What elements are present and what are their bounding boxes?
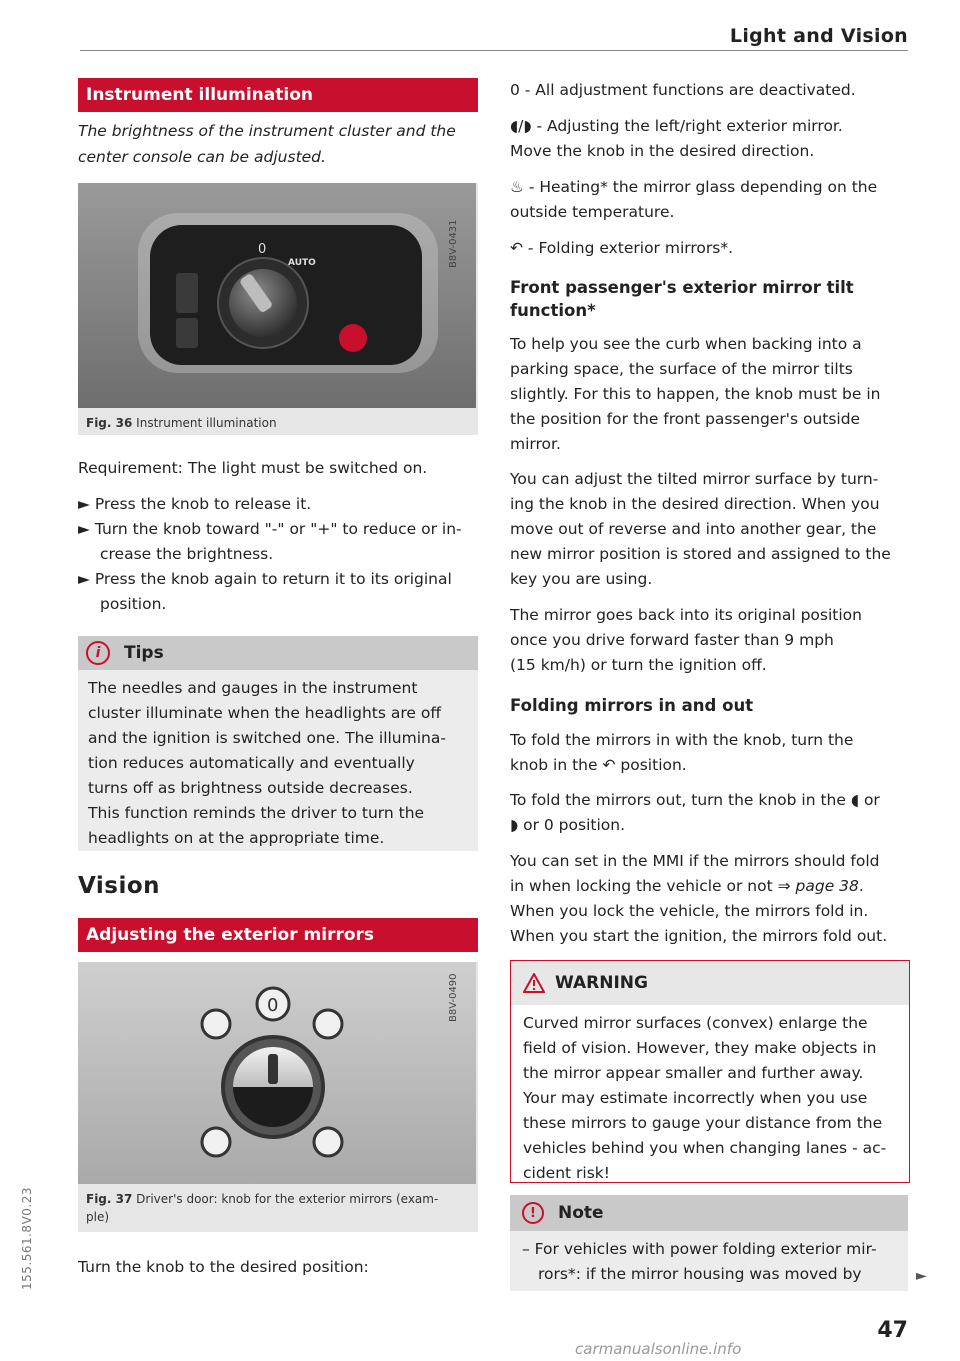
- position-lr: [510, 114, 908, 164]
- tilt-p1-line: To help you see the curb when backing into a: [510, 335, 862, 353]
- figure-37: [78, 962, 478, 1232]
- warning-line: the mirror appear smaller and further away.: [523, 1064, 864, 1082]
- step-1: ► Press the knob to release it.: [78, 495, 312, 513]
- position-heat-text: - Heating* the mirror glass depending on the: [523, 178, 878, 196]
- tips-box: [78, 636, 478, 851]
- step-2: ► Turn the knob toward "-" or "+" to reduce or in-: [78, 520, 462, 538]
- step-3-text: Press the knob again to return it to its original: [94, 570, 452, 588]
- warning-line: Your may estimate incorrectly when you use: [523, 1089, 868, 1107]
- note-header: [510, 1195, 908, 1231]
- step-2-cont: crease the brightness.: [100, 545, 274, 563]
- tilt-p3-line: (15 km/h) or turn the ignition off.: [510, 656, 767, 674]
- warning-title: WARNING: [555, 973, 648, 993]
- instrument-banner: [78, 78, 478, 112]
- tilt-p3-line: The mirror goes back into its original position: [510, 606, 862, 624]
- tips-body: [78, 670, 478, 851]
- figure-36-caption-text: Instrument illumination: [136, 416, 277, 430]
- instrument-banner-text: Instrument illumination: [78, 78, 478, 112]
- tilt-p3-line: once you drive forward faster than 9 mph: [510, 631, 834, 649]
- mmi-line: When you lock the vehicle, the mirrors fold in.: [510, 902, 869, 920]
- warning-line: Curved mirror surfaces (convex) enlarge the: [523, 1014, 868, 1032]
- page-number: 47: [877, 1318, 908, 1343]
- tilt-heading-line-2: function*: [510, 301, 596, 320]
- warning-line: field of vision. However, they make objects in: [523, 1039, 877, 1057]
- requirement-text: Requirement: The light must be switched on.: [78, 459, 428, 477]
- mirror-instruction: Turn the knob to the desired position:: [78, 1258, 369, 1276]
- position-fold: [510, 236, 908, 261]
- mirror-knob-illustration: [78, 962, 476, 1184]
- figure-37-number: Fig. 37: [86, 1192, 133, 1206]
- tips-line: The needles and gauges in the instrument: [88, 679, 418, 697]
- tilt-p1-line: slightly. For this to happen, the knob must be in: [510, 385, 881, 403]
- tilt-p2-line: key you are using.: [510, 570, 653, 588]
- mirrors-banner: [78, 918, 478, 952]
- figure-36: [78, 183, 478, 435]
- instrument-steps: [78, 492, 478, 617]
- position-heat: [510, 175, 908, 225]
- watermark: carmanualsonline.info: [575, 1340, 742, 1358]
- vision-heading: Vision: [78, 873, 161, 899]
- tilt-p1-line: parking space, the surface of the mirror tilts: [510, 360, 853, 378]
- mirror-knob-zero-label: 0: [267, 995, 279, 1016]
- tilt-paragraph-3: [510, 603, 908, 678]
- warning-line: cident risk!: [523, 1164, 610, 1182]
- mirror-fold-icon: ↶: [510, 239, 523, 257]
- note-icon: !: [522, 1202, 544, 1224]
- tilt-p2-line: new mirror position is stored and assigned to the: [510, 545, 891, 563]
- step-3-cont: position.: [100, 595, 167, 613]
- position-lr-text: - Adjusting the left/right exterior mirror.: [531, 117, 843, 135]
- figure-36-code: B8V-0431: [448, 219, 459, 268]
- warning-line: vehicles behind you when changing lanes - ac-: [523, 1139, 887, 1157]
- fold-p2-text-end: or 0 position.: [518, 816, 625, 834]
- tips-line: turns off as brightness outside decreases.: [88, 779, 413, 797]
- tips-line: tion reduces automatically and eventually: [88, 754, 415, 772]
- fold-p2-text: To fold the mirrors out, turn the knob in the: [510, 791, 851, 809]
- figure-37-caption: [78, 1184, 478, 1232]
- mmi-line: in when locking the vehicle or not: [510, 877, 778, 895]
- step-1-text: Press the knob to release it.: [94, 495, 312, 513]
- tilt-p1-line: mirror.: [510, 435, 561, 453]
- fold-p2-or: or: [859, 791, 880, 809]
- mmi-line: When you start the ignition, the mirrors fold out.: [510, 927, 888, 945]
- note-line: – For vehicles with power folding exterior mir-: [522, 1240, 877, 1258]
- fold-p1-line: To fold the mirrors in with the knob, turn the: [510, 731, 854, 749]
- tilt-heading-line-1: Front passenger's exterior mirror tilt: [510, 278, 854, 297]
- fold-position-icon: ↶: [602, 756, 616, 774]
- figure-37-code: B8V-0490: [448, 973, 459, 1022]
- instrument-intro: The brightness of the instrument cluster and the center console can be adjusted.: [78, 122, 456, 166]
- header-rule: [80, 50, 908, 51]
- step-2-text: Turn the knob toward "-" or "+" to reduce or in-: [94, 520, 462, 538]
- tilt-paragraph-1: [510, 332, 908, 457]
- tilt-p2-line: You can adjust the tilted mirror surface by turn-: [510, 470, 879, 488]
- note-line: rors*: if the mirror housing was moved by: [538, 1265, 862, 1283]
- figure-36-caption: [78, 408, 478, 438]
- mmi-paragraph: [510, 849, 908, 949]
- warning-header: [511, 961, 909, 1005]
- tilt-paragraph-2: [510, 467, 908, 592]
- fold-paragraph-1: [510, 728, 908, 778]
- warning-line: these mirrors to gauge your distance from the: [523, 1114, 883, 1132]
- switch-label-zero: 0: [258, 242, 267, 257]
- mmi-line: You can set in the MMI if the mirrors should fold: [510, 852, 880, 870]
- tips-line: cluster illuminate when the headlights are off: [88, 704, 442, 722]
- section-title: Light and Vision: [729, 25, 908, 47]
- position-heat-text-2: outside temperature.: [510, 203, 675, 221]
- warning-box: [510, 960, 910, 1183]
- figure-37-caption-text: Driver's door: knob for the exterior mirrors (exam-: [136, 1192, 439, 1206]
- figure-37-caption-text-2: ple): [86, 1210, 110, 1224]
- sidebar-document-code: 155.561.8V0.23: [20, 1187, 34, 1290]
- note-title: Note: [558, 1203, 604, 1223]
- mirror-right-icon: ◗: [510, 816, 519, 834]
- tilt-p2-line: move out of reverse and into another gear, the: [510, 520, 877, 538]
- tilt-p2-line: ing the knob in the desired direction. When you: [510, 495, 880, 513]
- tips-line: headlights on at the appropriate time.: [88, 829, 385, 847]
- fold-p1-text-end: position.: [615, 756, 687, 774]
- tilt-p1-line: the position for the front passenger's outside: [510, 410, 861, 428]
- mirrors-banner-text: Adjusting the exterior mirrors: [78, 918, 478, 952]
- tips-header: [78, 636, 478, 670]
- tilt-heading: [510, 276, 908, 322]
- page-38-link[interactable]: ⇒ page 38: [777, 877, 859, 895]
- warning-body: [511, 1005, 909, 1192]
- position-lr-text-2: Move the knob in the desired direction.: [510, 142, 815, 160]
- figure-36-number: Fig. 36: [86, 416, 133, 430]
- mirror-left-icon: ◖: [850, 791, 860, 809]
- step-3: ► Press the knob again to return it to its original: [78, 570, 452, 588]
- light-switch-illustration: [78, 183, 476, 408]
- switch-label-auto: AUTO: [288, 258, 316, 268]
- note-body: [510, 1231, 908, 1291]
- fold-paragraph-2: [510, 788, 908, 838]
- fold-p1-text: knob in the: [510, 756, 603, 774]
- warning-triangle-icon: [523, 973, 545, 993]
- fold-heading: Folding mirrors in and out: [510, 696, 754, 715]
- mmi-period: .: [858, 877, 864, 895]
- position-0-text: 0 - All adjustment functions are deactivated.: [510, 81, 856, 99]
- mirror-left-right-icon: ◖/◗: [510, 117, 532, 135]
- position-fold-text: - Folding exterior mirrors*.: [523, 239, 733, 257]
- continue-arrow-icon: ►: [916, 1268, 927, 1284]
- info-icon: i: [86, 641, 110, 665]
- tips-line: and the ignition is switched one. The illumina-: [88, 729, 446, 747]
- tips-title: Tips: [124, 643, 164, 663]
- note-box: [510, 1195, 908, 1291]
- tips-line: This function reminds the driver to turn the: [88, 804, 425, 822]
- mirror-heat-icon: ♨: [510, 178, 524, 196]
